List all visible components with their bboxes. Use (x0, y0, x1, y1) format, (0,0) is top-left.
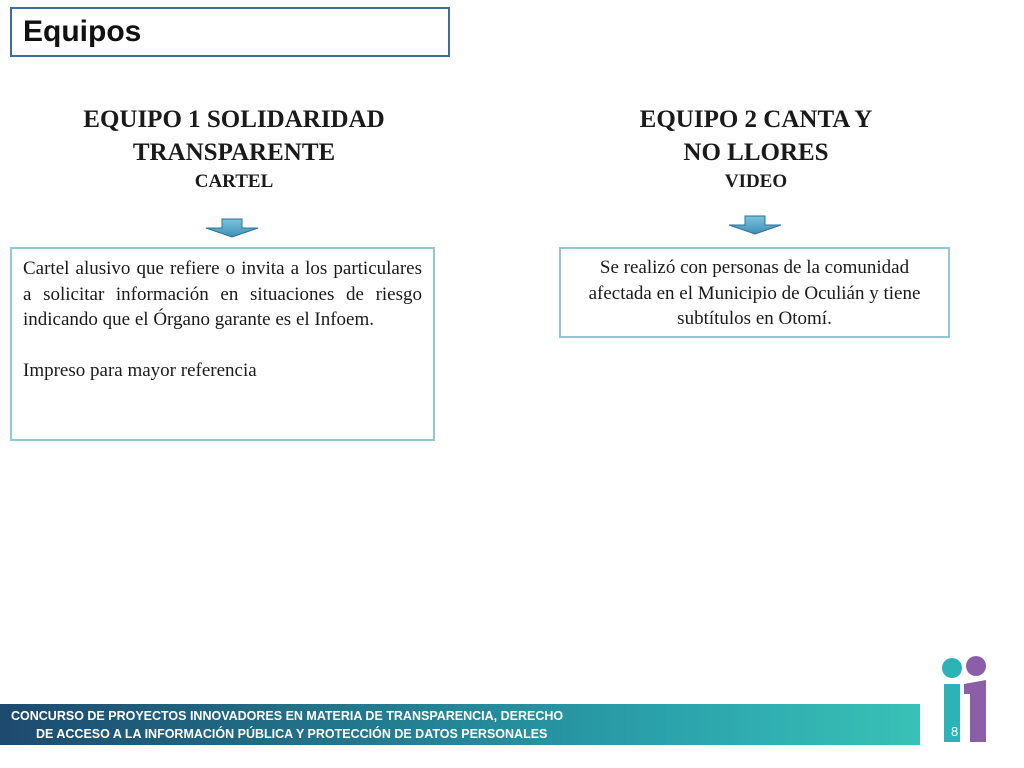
infoem-logo-icon (938, 654, 990, 746)
footer-text-line2: DE ACCESO A LA INFORMACIÓN PÚBLICA Y PROTECCIÓN DE DATOS PERSONALES (36, 727, 548, 741)
slide-title-box (10, 7, 450, 57)
team-2-description: Se realizó con personas de la comunidad afectada en el Municipio de Oculián y tiene subtítulos en Otomí. (588, 257, 921, 329)
team-1-heading (34, 103, 434, 169)
footer-banner (0, 704, 920, 745)
page-number: 8 (951, 724, 959, 739)
team-1-heading-line1: EQUIPO 1 SOLIDARIDAD (83, 106, 385, 133)
down-arrow-icon (727, 215, 783, 235)
footer-text-line1: CONCURSO DE PROYECTOS INNOVADORES EN MATERIA DE TRANSPARENCIA, DERECHO (11, 709, 564, 723)
down-arrow-icon (204, 218, 260, 238)
team-1-heading-line2: TRANSPARENTE (132, 139, 336, 166)
team-2-heading-line2: NO LLORES (683, 139, 829, 166)
slide-title: Equipos (23, 15, 142, 48)
team-2-description-box (559, 247, 950, 338)
team-2-type: VIDEO (724, 171, 788, 192)
team-2-heading-line1: EQUIPO 2 CANTA Y (639, 106, 873, 133)
team-1-description-box (10, 247, 435, 441)
team-2-heading (556, 103, 956, 169)
team-1-note: Impreso para mayor referencia (23, 359, 257, 381)
team-1-type: CARTEL (194, 171, 274, 192)
team-1-description: Cartel alusivo que refiere o invita a los particulares a solicitar información en situaciones de riesgo indicando que el Órgano garante es el Infoem. (23, 258, 422, 330)
